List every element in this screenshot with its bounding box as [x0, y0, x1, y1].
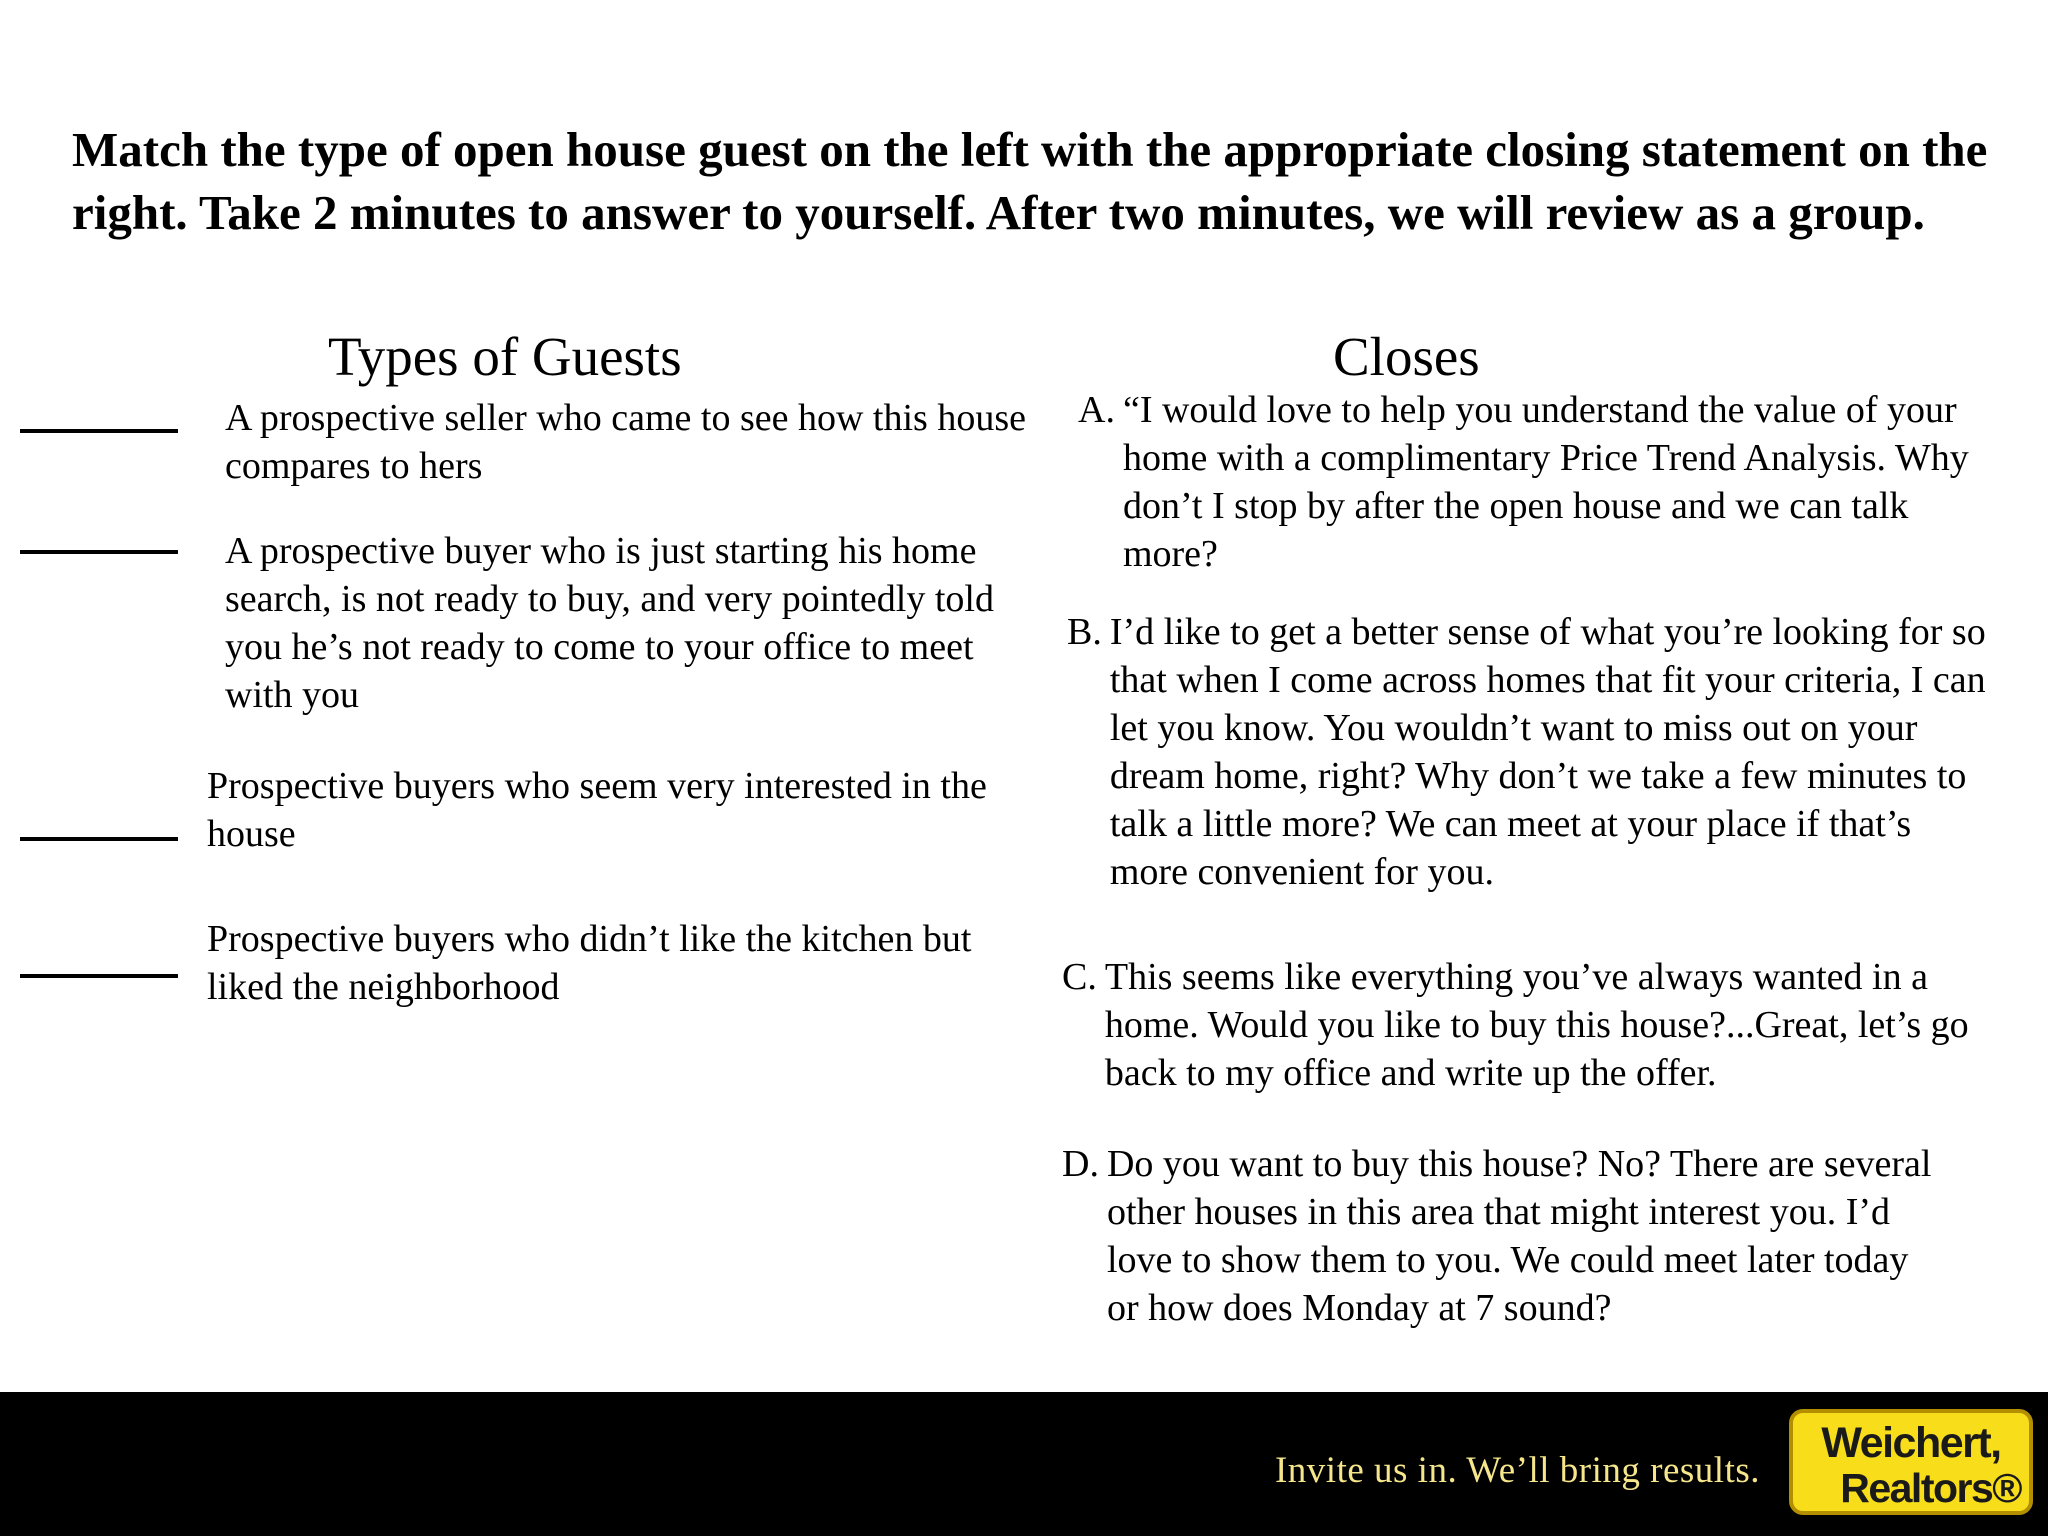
footer-tagline: Invite us in. We’ll bring results.	[1274, 1450, 1760, 1491]
guest-item-2: A prospective buyer who is just starting his home search, is not ready to buy, and very pointedly told you he’s not ready to come to your office to meet with you	[225, 530, 994, 716]
answer-blank-1[interactable]	[20, 429, 178, 433]
close-option-c	[1062, 953, 1982, 1097]
close-letter-c: C.	[1062, 956, 1097, 998]
answer-blank-2[interactable]	[20, 550, 178, 554]
types-of-guests-heading: Types of Guests	[328, 326, 682, 387]
logo-text-line2: Realtors®	[1840, 1465, 2021, 1511]
weichert-logo-mark	[1793, 1413, 2029, 1511]
guest-item-3: Prospective buyers who seem very interested in the house	[207, 765, 987, 855]
close-option-b	[1067, 608, 1987, 896]
close-text-a: “I would love to help you understand the value of your home with a complimentary Price Trend Analysis. Why don’t I stop by after the open house and we can talk more?	[1122, 389, 1969, 575]
answer-blank-3[interactable]	[20, 837, 178, 841]
close-letter-b: B.	[1067, 611, 1102, 653]
logo-text-line1: Weichert,	[1821, 1419, 2001, 1467]
close-letter-a: A.	[1078, 389, 1115, 431]
close-option-d	[1062, 1140, 1942, 1332]
close-option-a	[1078, 386, 1978, 578]
closes-heading: Closes	[1333, 326, 1480, 387]
close-text-d: Do you want to buy this house? No? There are several other houses in this area that might interest you. I’d love to show them to you. We could meet later today or how does Monday at 7 sound?	[1106, 1143, 1932, 1329]
instructions: Match the type of open house guest on the left with the appropriate closing statement on the right. Take 2 minutes to answer to yourself. After two minutes, we will review as a group.	[72, 122, 1988, 240]
weichert-logo	[1789, 1409, 2033, 1515]
answer-blank-4[interactable]	[20, 974, 178, 978]
close-text-b: I’d like to get a better sense of what you’re looking for so that when I come across homes that fit your criteria, I can let you know. You wouldn’t want to miss out on your dream home, right? Why don’t we take a few minutes to talk a little more? We can meet at your place if that’s more convenient for you.	[1109, 611, 1986, 893]
close-text-c: This seems like everything you’ve always wanted in a home. Would you like to buy this house?...Great, let’s go back to my office and write up the offer.	[1104, 956, 1969, 1094]
close-letter-d: D.	[1062, 1143, 1099, 1185]
guest-item-4: Prospective buyers who didn’t like the kitchen but liked the neighborhood	[207, 918, 972, 1008]
guest-item-1: A prospective seller who came to see how this house compares to hers	[225, 397, 1026, 487]
